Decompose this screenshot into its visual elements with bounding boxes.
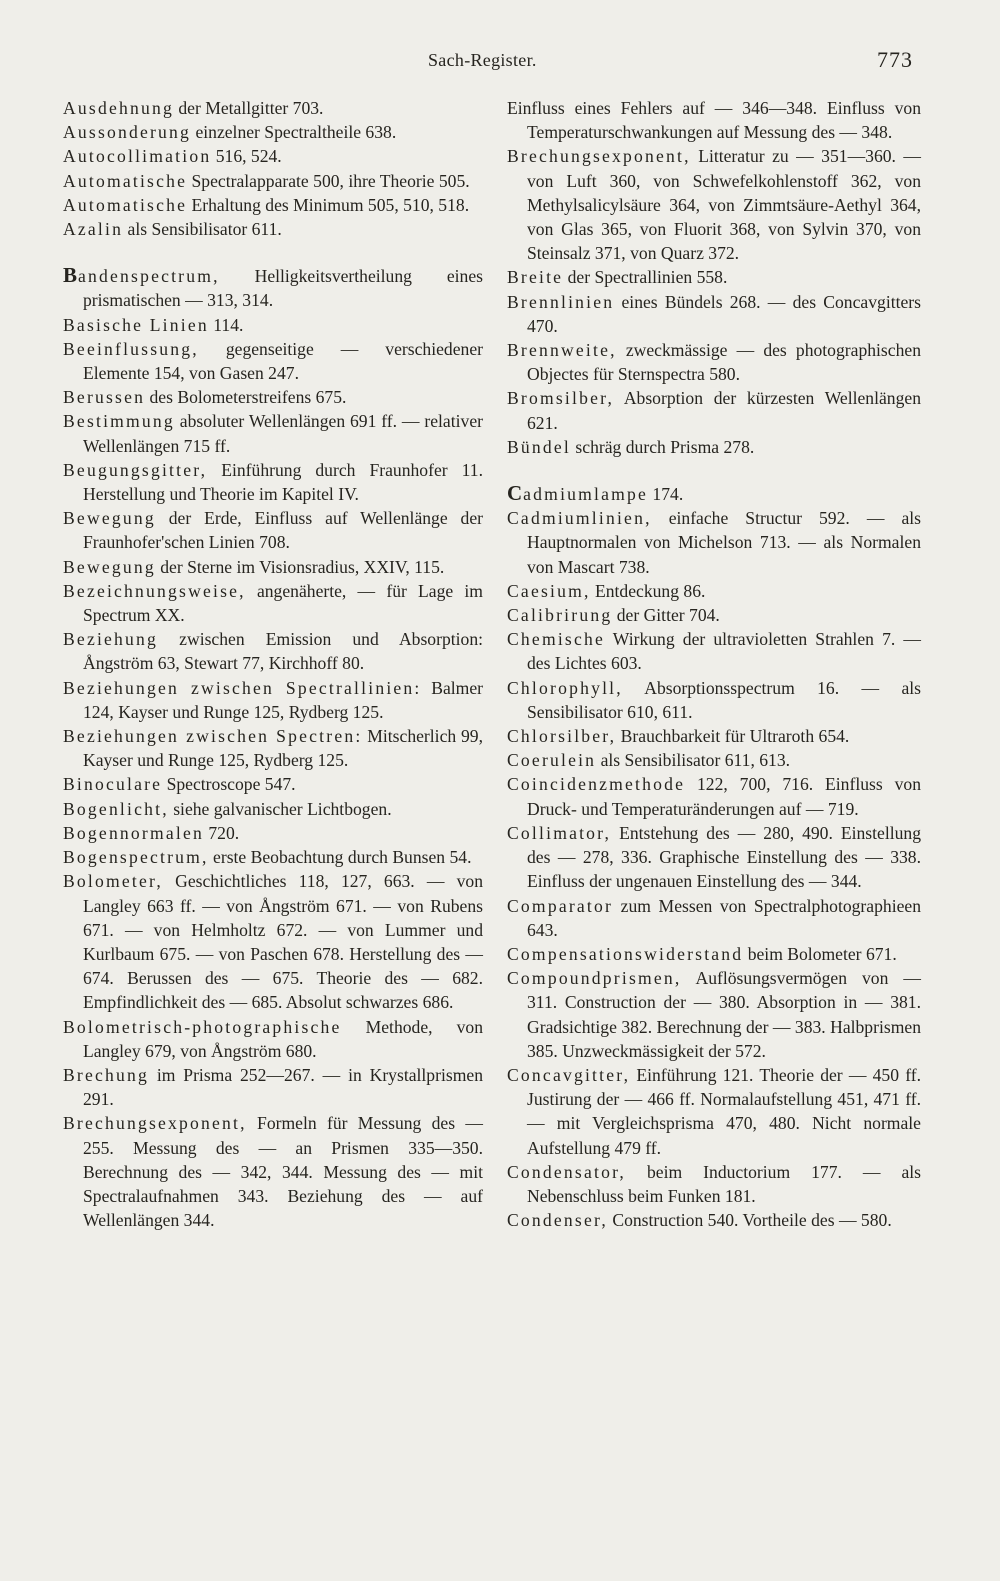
entry-text: im Prisma 252—267. — in Krystallprismen 291. bbox=[83, 1064, 483, 1110]
entry-headword: Brechung bbox=[63, 1064, 149, 1085]
entry-text: Formeln für Messung des — 255. Messung des — an Prismen 335—350. Berechnung des — 342, 344. Messung des — mit Spectralaufnahmen 343. Beziehung des — auf Wellenlängen 344. bbox=[83, 1113, 483, 1231]
index-entry bbox=[507, 627, 921, 675]
entry-text: Auflösungsvermögen von — 311. Construction der — 380. Absorption in — 381. Gradsichtige 382. Berechnung der — 383. Halbprismen 385. Unzweckmässigkeit der 572. bbox=[527, 968, 921, 1061]
index-entry bbox=[507, 481, 921, 506]
entry-text: Construction 540. Vortheile des — 580. bbox=[607, 1210, 892, 1231]
letter-initial: C bbox=[507, 481, 524, 506]
entry-headword: Bewegung bbox=[63, 556, 156, 577]
entry-headword: Cadmiumlinien, bbox=[507, 508, 652, 529]
entry-text: eines Bündels 268. — des Concavgitters 470. bbox=[527, 291, 921, 336]
index-entry bbox=[507, 506, 921, 579]
entry-text: gegenseitige — verschiedener Elemente 154, von Gasen 247. bbox=[83, 338, 483, 384]
entry-headword: Breite bbox=[507, 267, 564, 288]
index-entry bbox=[507, 96, 921, 144]
entry-text: Einfluss eines Fehlers auf — 346—348. Einfluss von Temperaturschwankungen auf Messung des — 348. bbox=[507, 98, 921, 143]
entry-text: einfache Structur 592. — als Hauptnormalen von Michelson 713. — als Normalen von Mascart 738. bbox=[527, 508, 921, 577]
index-entry bbox=[507, 772, 921, 820]
entry-text: 516, 524. bbox=[211, 146, 282, 167]
entry-headword: Beziehungen zwischen Spectren: bbox=[63, 726, 363, 747]
index-entry bbox=[507, 724, 921, 748]
entry-headword: Automatische bbox=[63, 194, 188, 215]
running-title: Sach-Register. bbox=[428, 50, 537, 70]
entry-headword: Brechungsexponent, bbox=[507, 146, 691, 167]
entry-headword: Beugungsgitter, bbox=[63, 459, 208, 480]
entry-headword: Bogenspectrum, bbox=[63, 847, 209, 868]
index-entry bbox=[63, 1111, 483, 1232]
index-entry bbox=[63, 506, 483, 554]
entry-text: der Sterne im Visionsradius, XXIV, 115. bbox=[155, 556, 445, 577]
index-entry bbox=[63, 821, 483, 845]
entry-text: Methode, von Langley 679, von Ångström 680. bbox=[83, 1016, 483, 1061]
entry-headword: Condenser, bbox=[507, 1210, 608, 1231]
entry-text: zum Messen von Spectralphotographieen 643. bbox=[527, 895, 921, 940]
entry-headword: Compensationswiderstand bbox=[507, 943, 744, 964]
entry-text: zweckmässige — des photographischen Objectes für Sternspectra 580. bbox=[527, 340, 921, 385]
entry-text: Entstehung des — 280, 490. Einstellung des — 278, 336. Graphische Einstellung des — 338. Einfluss der ungenauen Einstellung des — 344. bbox=[527, 822, 921, 892]
entry-text: Absorptionsspectrum 16. — als Sensibilisator 610, 611. bbox=[527, 677, 921, 722]
entry-headword: Chlorophyll, bbox=[507, 677, 623, 698]
entry-headword: Compoundprismen, bbox=[507, 968, 682, 989]
index-entry bbox=[507, 894, 921, 942]
entry-headword: Automatische bbox=[63, 170, 188, 191]
index-entry bbox=[507, 676, 921, 724]
entry-text: Absorption der kürzesten Wellenlängen 621. bbox=[527, 388, 921, 433]
entry-headword: Coerulein bbox=[507, 750, 597, 771]
entry-headword: Brechungsexponent, bbox=[63, 1113, 247, 1134]
index-entry bbox=[507, 603, 921, 627]
index-entry bbox=[507, 821, 921, 894]
index-entry bbox=[63, 1063, 483, 1111]
entry-headword: Basische Linien bbox=[63, 314, 209, 335]
entry-headword: Beziehungen zwischen Spectrallinien: bbox=[63, 677, 422, 698]
entry-headword: Ausdehnung bbox=[63, 98, 174, 118]
entry-text: beim Bolometer 671. bbox=[743, 943, 897, 964]
index-entry bbox=[507, 942, 921, 966]
entry-text: beim Inductorium 177. — als Nebenschluss beim Funken 181. bbox=[527, 1161, 921, 1206]
entry-text: Einführung 121. Theorie der — 450 ff. Justirung der — 466 ff. Normalaufstellung 451, 471 ff. — mit Vergleichsprisma 470, 480. Nicht normale Aufstellung 479 ff. bbox=[527, 1064, 921, 1158]
entry-text: als Sensibilisator 611. bbox=[123, 219, 282, 240]
index-entry bbox=[63, 193, 483, 217]
entry-headword: Concavgitter, bbox=[507, 1064, 631, 1085]
entry-text: Einführung durch Fraunhofer 11. Herstellung und Theorie im Kapitel IV. bbox=[83, 459, 483, 505]
index-entry bbox=[507, 338, 921, 386]
index-entry bbox=[63, 120, 483, 144]
page-header bbox=[0, 47, 1000, 80]
index-entry bbox=[507, 386, 921, 434]
index-entry bbox=[63, 724, 483, 772]
index-entry bbox=[507, 144, 921, 265]
entry-text: schräg durch Prisma 278. bbox=[571, 436, 755, 457]
entry-headword: Brennweite, bbox=[507, 340, 617, 361]
right-column bbox=[507, 96, 921, 1232]
entry-text: Brauchbarkeit für Ultraroth 654. bbox=[616, 726, 850, 747]
entry-text: angenäherte, — für Lage im Spectrum XX. bbox=[83, 580, 483, 626]
entry-headword: Condensator, bbox=[507, 1161, 627, 1182]
entry-headword: Bewegung bbox=[63, 508, 156, 529]
entry-headword: Comparator bbox=[507, 895, 614, 916]
entry-headword: Bromsilber, bbox=[507, 388, 615, 409]
entry-text: 174. bbox=[648, 484, 684, 505]
entry-text: als Sensibilisator 611, 613. bbox=[596, 750, 791, 771]
index-entry bbox=[63, 676, 483, 724]
entry-text: Balmer 124, Kayser und Runge 125, Rydberg 125. bbox=[83, 677, 484, 722]
entry-text: Wirkung der ultravioletten Strahlen 7. — des Lichtes 603. bbox=[527, 629, 921, 674]
entry-headword: Bogennormalen bbox=[63, 822, 204, 843]
entry-headword: Berussen bbox=[63, 387, 146, 408]
index-entry bbox=[63, 627, 483, 675]
entry-headword: Calibrirung bbox=[507, 605, 613, 626]
entry-headword: Autocollimation bbox=[63, 146, 212, 167]
index-entry bbox=[507, 579, 921, 603]
index-entry bbox=[63, 385, 483, 409]
entry-text: 122, 700, 716. Einfluss von Druck- und Temperaturänderungen auf — 719. bbox=[527, 774, 921, 819]
entry-text: Geschichtliches 118, 127, 663. — von Langley 663 ff. — von Ångström 671. — von Rubens 671. — von Helmholtz 672. — von Lummer und Kurlbaum 675. — von Paschen 678. Herstellung des — 674. Berussen des — 675. Theorie des — 682. Empfindlichkeit des — 685. Absolut schwarzes 686. bbox=[83, 871, 483, 1013]
entry-text: Entdeckung 86. bbox=[590, 580, 706, 601]
entry-headword: admiumlampe bbox=[523, 484, 649, 505]
index-entry bbox=[63, 869, 483, 1014]
entry-text: absoluter Wellenlängen 691 ff. — relativer Wellenlängen 715 ff. bbox=[83, 411, 483, 456]
index-entry bbox=[63, 797, 483, 821]
entry-headword: Bündel bbox=[507, 436, 572, 457]
index-entry bbox=[63, 845, 483, 869]
entry-text: Spectralapparate 500, ihre Theorie 505. bbox=[187, 170, 470, 191]
entry-headword: Chlorsilber, bbox=[507, 726, 617, 747]
entry-text: siehe galvanischer Lichtbogen. bbox=[168, 798, 392, 819]
entry-text: der Gitter 704. bbox=[612, 605, 720, 626]
index-entry bbox=[507, 290, 921, 338]
index-entry bbox=[507, 1063, 921, 1160]
index-entry bbox=[507, 435, 921, 459]
entry-headword: Bolometrisch-photographische bbox=[63, 1016, 342, 1037]
entry-headword: Bezeichnungsweise, bbox=[63, 580, 246, 601]
page-number: 773 bbox=[877, 47, 913, 72]
entry-text: des Bolometerstreifens 675. bbox=[145, 387, 347, 408]
index-entry bbox=[507, 966, 921, 1063]
index-entry bbox=[63, 217, 483, 241]
entry-text: Litteratur zu — 351—360. — von Luft 360, von Schwefelkohlenstoff 362, von Methylsalicylsäure 364, von Zimmtsäure-Aethyl 364, von Glas 365, von Fluorit 368, von Sylvin 370, von Steinsalz 371, von Quarz 372. bbox=[527, 146, 921, 264]
index-entry bbox=[63, 337, 483, 385]
entry-text: 114. bbox=[208, 314, 244, 335]
left-column bbox=[63, 96, 483, 1232]
entry-headword: Binoculare bbox=[63, 774, 163, 795]
entry-headword: Beziehung bbox=[63, 629, 159, 650]
entry-headword: Caesium, bbox=[507, 580, 591, 601]
entry-text: der Erde, Einfluss auf Wellenlänge der Fraunhofer'schen Linien 708. bbox=[83, 508, 483, 553]
index-entry bbox=[63, 1015, 483, 1063]
entry-headword: Bolometer, bbox=[63, 871, 163, 892]
index-entry bbox=[63, 96, 483, 120]
entry-headword: Collimator, bbox=[507, 822, 612, 843]
entry-text: zwischen Emission und Absorption: Ångström 63, Stewart 77, Kirchhoff 80. bbox=[83, 629, 483, 674]
entry-headword: Aussonderung bbox=[63, 122, 192, 143]
index-entry bbox=[63, 555, 483, 579]
letter-initial: B bbox=[63, 263, 79, 288]
index-entry bbox=[63, 144, 483, 168]
entry-headword: Coincidenzmethode bbox=[507, 774, 686, 795]
entry-headword: andenspectrum, bbox=[78, 266, 220, 287]
index-entry bbox=[63, 458, 483, 506]
entry-headword: Azalin bbox=[63, 219, 124, 240]
entry-headword: Bogenlicht, bbox=[63, 798, 169, 819]
entry-text: Mitscherlich 99, Kayser und Runge 125, Rydberg 125. bbox=[83, 726, 484, 771]
index-entry bbox=[63, 409, 483, 457]
entry-text: der Spectrallinien 558. bbox=[563, 267, 728, 288]
index-entry bbox=[63, 313, 483, 337]
index-entry bbox=[63, 579, 483, 627]
entry-headword: Beeinflussung, bbox=[63, 338, 199, 359]
entry-headword: Chemische bbox=[507, 629, 605, 650]
entry-text: Helligkeitsvertheilung eines prismatischen — 313, 314. bbox=[83, 266, 483, 311]
index-entry bbox=[507, 1208, 921, 1232]
entry-text: 720. bbox=[203, 822, 240, 843]
index-entry bbox=[63, 263, 483, 312]
entry-text: Erhaltung des Minimum 505, 510, 518. bbox=[187, 194, 470, 215]
index-entry bbox=[507, 265, 921, 289]
entry-headword: Brennlinien bbox=[507, 291, 615, 312]
index-entry bbox=[63, 772, 483, 796]
index-entry bbox=[507, 1160, 921, 1208]
entry-text: Spectroscope 547. bbox=[162, 774, 296, 795]
entry-text: erste Beobachtung durch Bunsen 54. bbox=[208, 847, 472, 868]
index-entry bbox=[507, 748, 921, 772]
index-entry bbox=[63, 169, 483, 193]
entry-text: einzelner Spectraltheile 638. bbox=[191, 122, 397, 143]
entry-text: der Metallgitter 703. bbox=[173, 98, 324, 118]
entry-headword: Bestimmung bbox=[63, 411, 175, 432]
